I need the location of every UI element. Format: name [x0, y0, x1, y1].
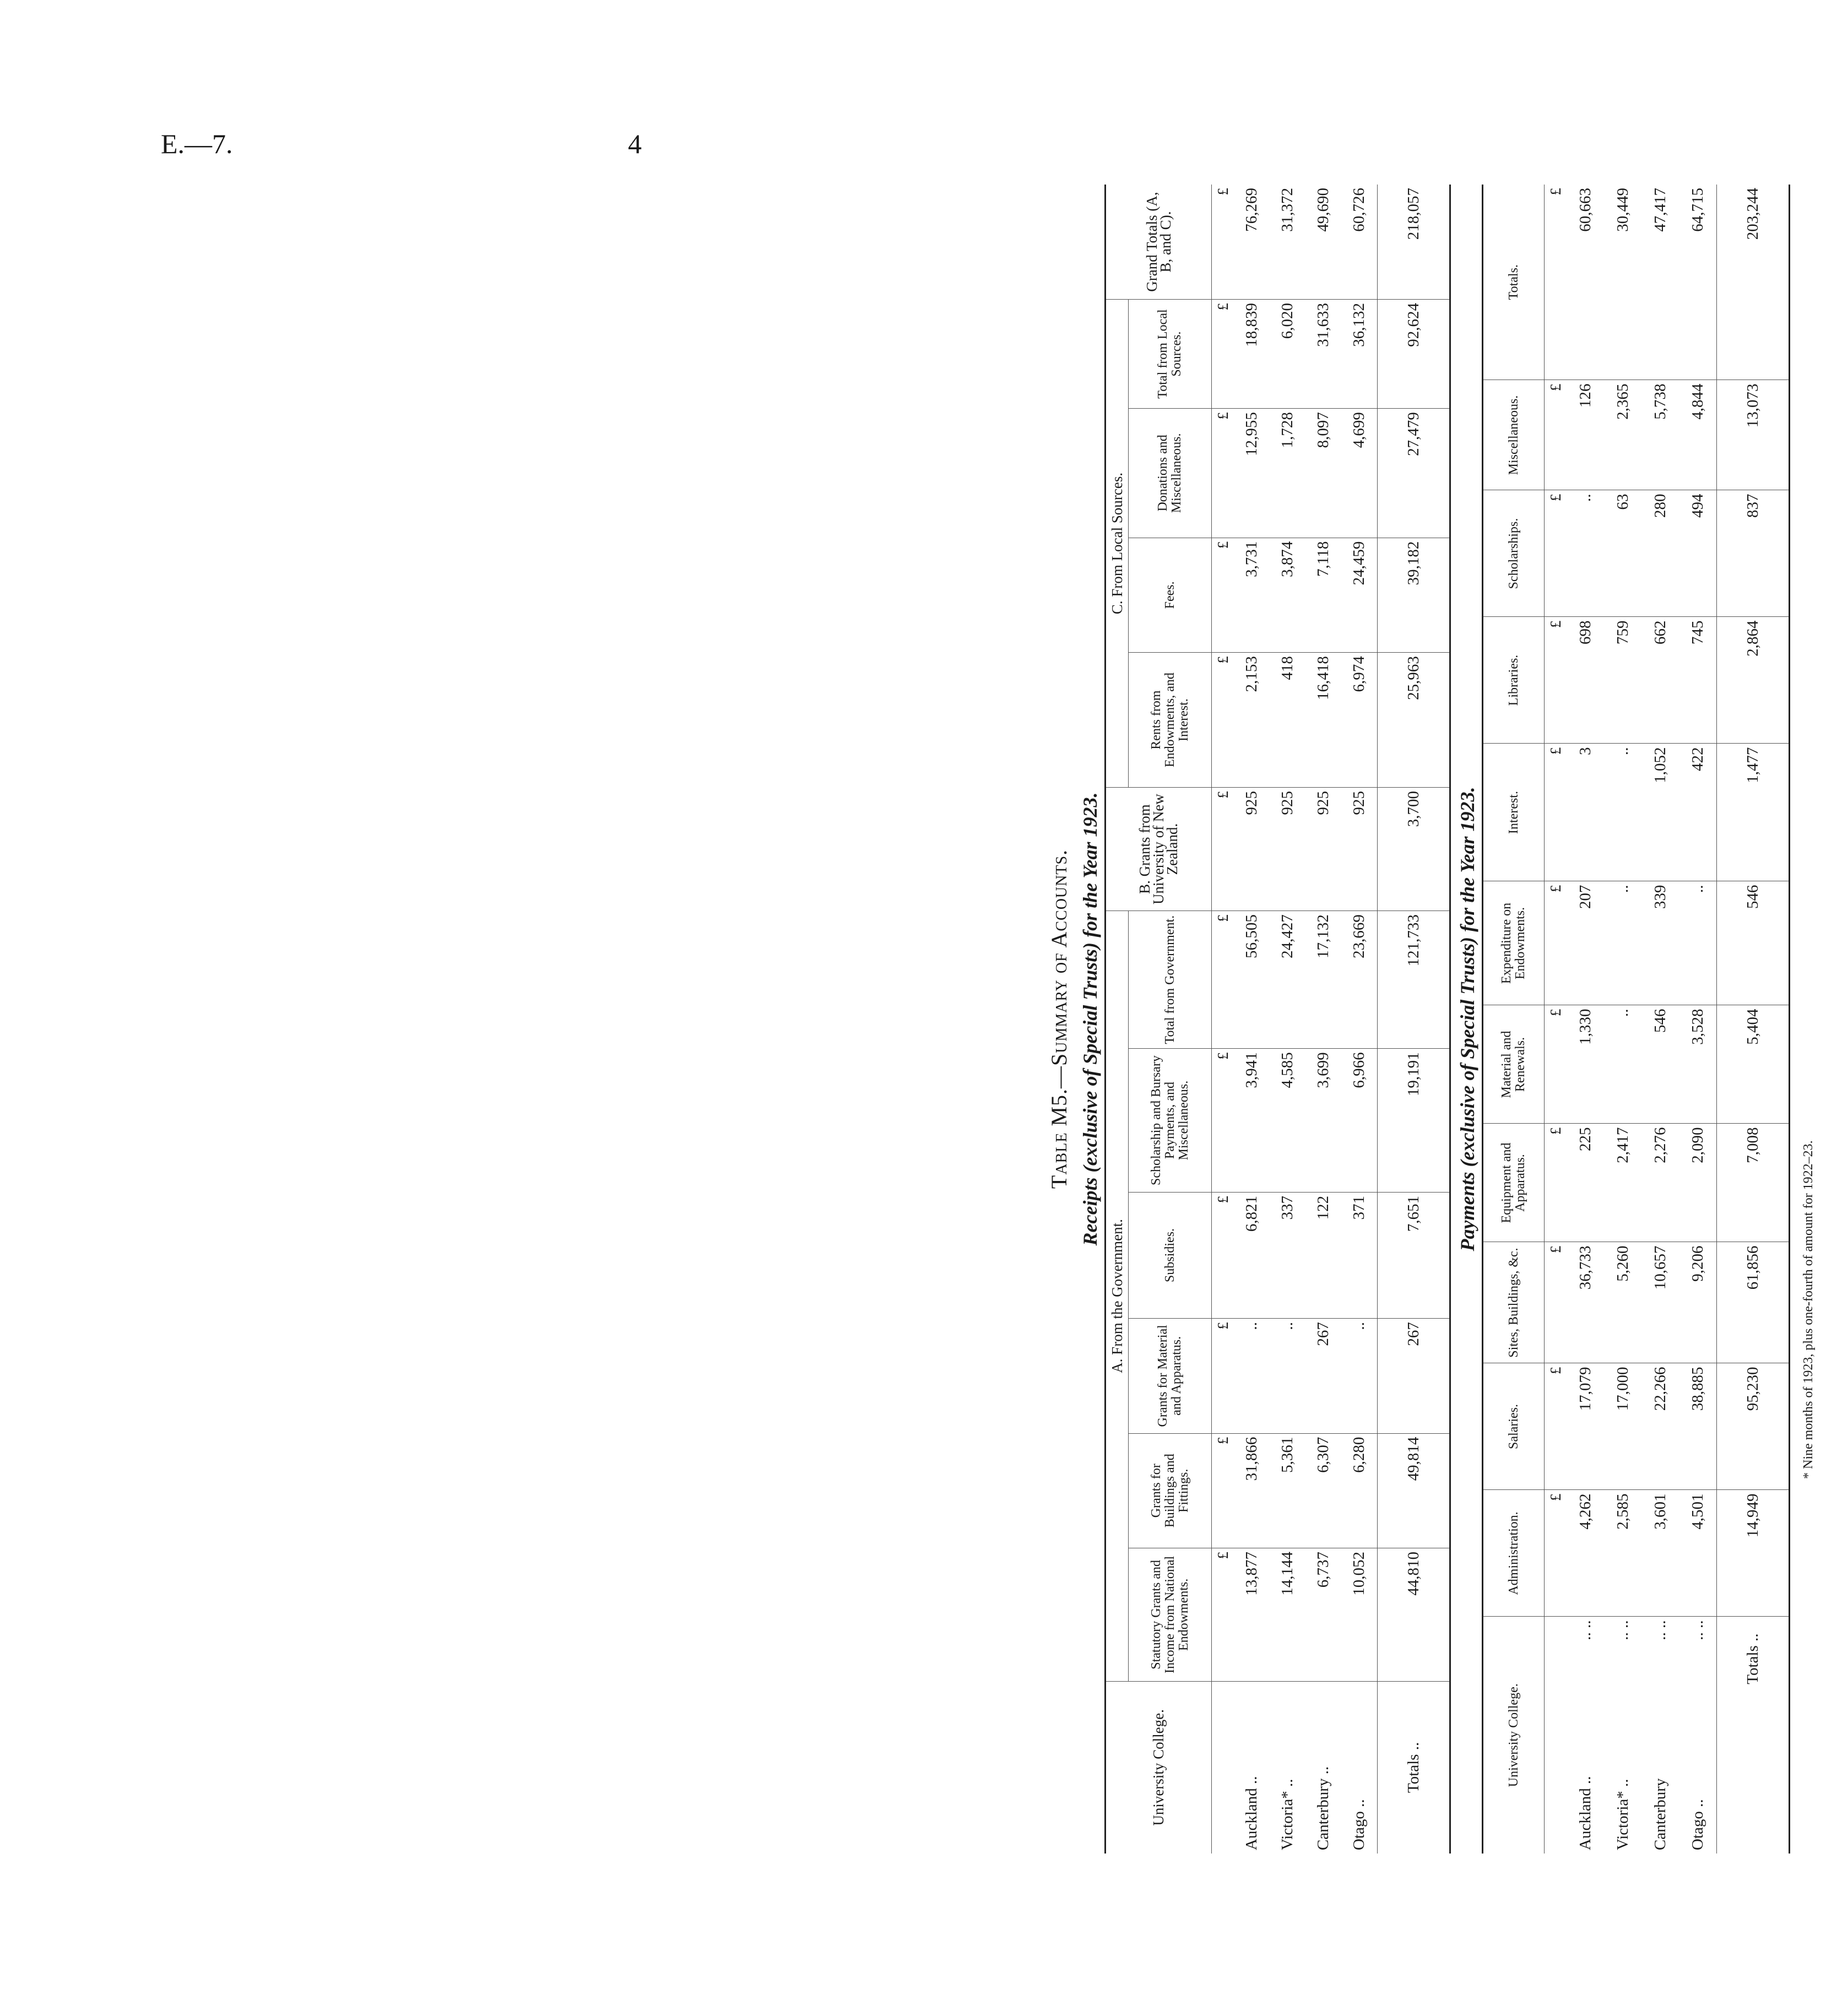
unit-cell: £	[1212, 538, 1234, 652]
value-cell: 10,052	[1341, 1548, 1378, 1682]
leader-dots: .. ..	[1688, 1620, 1706, 1640]
value-cell: 6,821	[1234, 1192, 1270, 1318]
unit-spacer	[1545, 1617, 1567, 1854]
value-cell: 6,307	[1305, 1433, 1341, 1548]
value-cell: 16,418	[1305, 653, 1341, 788]
receipts-col-header: Fees.	[1129, 538, 1212, 652]
value-cell: 698	[1567, 617, 1604, 744]
value-cell: 23,669	[1341, 911, 1378, 1049]
value-cell: 63	[1604, 490, 1641, 617]
value-cell: 3,601	[1641, 1490, 1679, 1617]
unit-cell: £	[1545, 185, 1567, 380]
totals-label: Totals	[1404, 1754, 1422, 1793]
receipts-col-header: Scholarship and Bursary Payments, and Miscellaneous.	[1129, 1049, 1212, 1193]
value-cell: 2,365	[1604, 380, 1641, 490]
unit-cell: £	[1212, 185, 1234, 300]
value-cell: ..	[1679, 881, 1717, 1005]
value-cell: 18,839	[1234, 300, 1270, 409]
payments-row	[1679, 185, 1717, 1854]
receipts-col-header: Subsidies.	[1129, 1192, 1212, 1318]
value-cell: 56,505	[1234, 911, 1270, 1049]
value-cell: 4,699	[1341, 409, 1378, 538]
value-cell: 280	[1641, 490, 1679, 617]
college-name-cell	[1679, 1617, 1717, 1854]
unit-cell: £	[1545, 881, 1567, 1005]
unit-cell: £	[1212, 1319, 1234, 1433]
total-value-cell: 546	[1717, 881, 1790, 1005]
value-cell: 36,733	[1567, 1242, 1604, 1363]
total-value-cell: 44,810	[1378, 1548, 1450, 1682]
leader-dots: ..	[1350, 1799, 1368, 1807]
value-cell: 6,280	[1341, 1433, 1378, 1548]
college-name: Otago ..	[1688, 1799, 1706, 1850]
value-cell: 2,090	[1679, 1124, 1717, 1242]
total-value-cell: 267	[1378, 1319, 1450, 1433]
value-cell: ..	[1270, 1319, 1305, 1433]
group-b-header: B. Grants from University of New Zealand.	[1106, 788, 1212, 911]
total-value-cell: 2,864	[1717, 617, 1790, 744]
totals-label-cell	[1717, 1617, 1790, 1854]
leader-dots: ..	[1243, 1776, 1260, 1784]
unit-cell: £	[1545, 617, 1567, 744]
payments-col-header: Libraries.	[1483, 617, 1545, 744]
value-cell: 2,153	[1234, 653, 1270, 788]
grand-total-header: Grand Totals (A, B, and C).	[1106, 185, 1212, 300]
unit-cell: £	[1545, 380, 1567, 490]
receipts-subtitle: Receipts (exclusive of Special Trusts) for the Year 1923.	[1079, 792, 1101, 1246]
table-title	[1046, 185, 1076, 1854]
unit-cell: £	[1545, 490, 1567, 617]
value-cell: 60,663	[1567, 185, 1604, 380]
value-cell: 339	[1641, 881, 1679, 1005]
leader-dots: ..	[1404, 1742, 1422, 1751]
leader-dots: ..	[1314, 1766, 1332, 1775]
college-name-cell	[1341, 1681, 1378, 1854]
receipts-col-header: Donations and Miscellaneous.	[1129, 409, 1212, 538]
value-cell: 12,955	[1234, 409, 1270, 538]
value-cell: 4,844	[1679, 380, 1717, 490]
value-cell: ..	[1604, 881, 1641, 1005]
value-cell: 4,501	[1679, 1490, 1717, 1617]
unit-cell: £	[1545, 744, 1567, 881]
value-cell: 1,052	[1641, 744, 1679, 881]
unit-cell: £	[1212, 1548, 1234, 1682]
value-cell: 3,731	[1234, 538, 1270, 652]
payments-col-header: Salaries.	[1483, 1363, 1545, 1490]
total-value-cell: 7,651	[1378, 1192, 1450, 1318]
value-cell: 24,427	[1270, 911, 1305, 1049]
unit-cell: £	[1212, 653, 1234, 788]
value-cell: 3	[1567, 744, 1604, 881]
college-name-cell	[1234, 1681, 1270, 1854]
payments-table	[1482, 185, 1790, 1854]
college-name-cell	[1641, 1617, 1679, 1854]
payments-col-header: Interest.	[1483, 744, 1545, 881]
table-title-prefix: Table M5.—	[1047, 1065, 1071, 1189]
unit-cell: £	[1212, 1433, 1234, 1548]
total-value-cell: 5,404	[1717, 1005, 1790, 1124]
leader-dots: ..	[1743, 1633, 1762, 1641]
payments-col-header: Miscellaneous.	[1483, 380, 1545, 490]
value-cell: ..	[1341, 1319, 1378, 1433]
total-value-cell: 61,856	[1717, 1242, 1790, 1363]
value-cell: 17,132	[1305, 911, 1341, 1049]
unit-cell: £	[1212, 788, 1234, 911]
value-cell: 3,528	[1679, 1005, 1717, 1124]
value-cell: 38,885	[1679, 1363, 1717, 1490]
footnote: * Nine months of 1923, plus one-fourth of amount for 1922–23.	[1801, 1140, 1816, 1479]
value-cell: 5,738	[1641, 380, 1679, 490]
value-cell: 662	[1641, 617, 1679, 744]
value-cell: 371	[1341, 1192, 1378, 1318]
total-value-cell: 27,479	[1378, 409, 1450, 538]
value-cell: 6,974	[1341, 653, 1378, 788]
value-cell: 4,262	[1567, 1490, 1604, 1617]
rotated-page-content	[1044, 185, 1826, 1854]
value-cell: 49,690	[1305, 185, 1341, 300]
value-cell: 2,276	[1641, 1124, 1679, 1242]
receipts-table	[1104, 185, 1451, 1854]
total-value-cell: 95,230	[1717, 1363, 1790, 1490]
unit-cell: £	[1212, 911, 1234, 1049]
total-value-cell: 3,700	[1378, 788, 1450, 911]
value-cell: 6,020	[1270, 300, 1305, 409]
value-cell: 31,372	[1270, 185, 1305, 300]
payments-col-header: Scholarships.	[1483, 490, 1545, 617]
payments-col-header: University College.	[1483, 1617, 1545, 1854]
payments-col-header: Administration.	[1483, 1490, 1545, 1617]
value-cell: 2,585	[1604, 1490, 1641, 1617]
value-cell: 8,097	[1305, 409, 1341, 538]
value-cell: 546	[1641, 1005, 1679, 1124]
value-cell: 5,260	[1604, 1242, 1641, 1363]
value-cell: 60,726	[1341, 185, 1378, 300]
payments-col-header: Expenditure on Endowments.	[1483, 881, 1545, 1005]
value-cell: ..	[1604, 744, 1641, 881]
value-cell: 422	[1679, 744, 1717, 881]
payments-row	[1641, 185, 1679, 1854]
receipts-totals-row	[1378, 185, 1450, 1854]
value-cell: ..	[1604, 1005, 1641, 1124]
total-value-cell: 837	[1717, 490, 1790, 617]
total-value-cell: 13,073	[1717, 380, 1790, 490]
value-cell: 5,361	[1270, 1433, 1305, 1548]
value-cell: 225	[1567, 1124, 1604, 1242]
receipts-row	[1341, 185, 1378, 1854]
value-cell: 47,417	[1641, 185, 1679, 380]
value-cell: 13,877	[1234, 1548, 1270, 1682]
unit-cell: £	[1545, 1490, 1567, 1617]
value-cell: 30,449	[1604, 185, 1641, 380]
unit-cell: £	[1212, 1192, 1234, 1318]
totals-label-cell	[1378, 1681, 1450, 1854]
total-value-cell: 49,814	[1378, 1433, 1450, 1548]
value-cell: 22,266	[1641, 1363, 1679, 1490]
college-name-cell	[1567, 1617, 1604, 1854]
value-cell: 759	[1604, 617, 1641, 744]
value-cell: 494	[1679, 490, 1717, 617]
value-cell: 1,330	[1567, 1005, 1604, 1124]
value-cell: 267	[1305, 1319, 1341, 1433]
college-name-cell	[1604, 1617, 1641, 1854]
receipts-college-header: University College.	[1106, 1681, 1212, 1854]
value-cell: ..	[1567, 490, 1604, 617]
page-header-left: E.—7.	[161, 128, 233, 159]
value-cell: 925	[1234, 788, 1270, 911]
value-cell: 3,699	[1305, 1049, 1341, 1193]
group-a-header: A. From the Government.	[1106, 911, 1129, 1682]
receipts-col-header: Rents from Endowments, and Interest.	[1129, 653, 1212, 788]
value-cell: 1,728	[1270, 409, 1305, 538]
value-cell: 745	[1679, 617, 1717, 744]
college-name-cell	[1270, 1681, 1305, 1854]
receipts-row	[1234, 185, 1270, 1854]
value-cell: 10,657	[1641, 1242, 1679, 1363]
payments-subtitle: Payments (exclusive of Special Trusts) for the Year 1923.	[1456, 787, 1478, 1251]
value-cell: 14,144	[1270, 1548, 1305, 1682]
payments-col-header: Material and Renewals.	[1483, 1005, 1545, 1124]
leader-dots: ..	[1278, 1779, 1296, 1787]
totals-label: Totals	[1743, 1645, 1762, 1684]
receipts-col-header: Grants for Buildings and Fittings.	[1129, 1433, 1212, 1548]
unit-cell: £	[1212, 300, 1234, 409]
total-value-cell: 14,949	[1717, 1490, 1790, 1617]
payments-col-header: Sites, Buildings, &c.	[1483, 1242, 1545, 1363]
college-name: Canterbury	[1651, 1778, 1669, 1850]
receipts-unit-row	[1212, 185, 1234, 1854]
value-cell: 17,000	[1604, 1363, 1641, 1490]
total-value-cell: 39,182	[1378, 538, 1450, 652]
value-cell: ..	[1234, 1319, 1270, 1433]
value-cell: 337	[1270, 1192, 1305, 1318]
unit-cell: £	[1545, 1242, 1567, 1363]
value-cell: 122	[1305, 1192, 1341, 1318]
payments-row	[1567, 185, 1604, 1854]
college-name: Victoria*	[1278, 1791, 1296, 1850]
total-value-cell: 121,733	[1378, 911, 1450, 1049]
leader-dots: .. ..	[1576, 1620, 1594, 1640]
value-cell: 36,132	[1341, 300, 1378, 409]
leader-dots: .. ..	[1613, 1620, 1632, 1640]
group-c-header: C. From Local Sources.	[1106, 300, 1129, 788]
value-cell: 17,079	[1567, 1363, 1604, 1490]
total-value-cell: 1,477	[1717, 744, 1790, 881]
total-value-cell: 19,191	[1378, 1049, 1450, 1193]
receipts-col-header: Total from Local Sources.	[1129, 300, 1212, 409]
payments-row	[1604, 185, 1641, 1854]
value-cell: 126	[1567, 380, 1604, 490]
value-cell: 7,118	[1305, 538, 1341, 652]
value-cell: 2,417	[1604, 1124, 1641, 1242]
receipts-col-header: Total from Government.	[1129, 911, 1212, 1049]
unit-cell: £	[1545, 1363, 1567, 1490]
value-cell: 418	[1270, 653, 1305, 788]
college-name: Canterbury	[1314, 1778, 1332, 1850]
value-cell: 925	[1305, 788, 1341, 911]
unit-cell: £	[1545, 1005, 1567, 1124]
college-name: Otago	[1350, 1811, 1368, 1850]
value-cell: 207	[1567, 881, 1604, 1005]
receipts-col-header: Statutory Grants and Income from National Endowments.	[1129, 1548, 1212, 1682]
college-name-cell	[1305, 1681, 1341, 1854]
college-name: Auckland	[1243, 1788, 1260, 1850]
value-cell: 31,866	[1234, 1433, 1270, 1548]
table-title-main: Summary of Accounts.	[1047, 849, 1071, 1066]
payments-col-header: Equipment and Apparatus.	[1483, 1124, 1545, 1242]
unit-cell: £	[1545, 1124, 1567, 1242]
value-cell: 3,874	[1270, 538, 1305, 652]
value-cell: 64,715	[1679, 185, 1717, 380]
receipts-row	[1305, 185, 1341, 1854]
value-cell: 925	[1341, 788, 1378, 911]
value-cell: 3,941	[1234, 1049, 1270, 1193]
total-value-cell: 25,963	[1378, 653, 1450, 788]
leader-dots: .. ..	[1651, 1620, 1669, 1640]
payments-totals-row	[1717, 185, 1790, 1854]
college-name: Victoria* ..	[1613, 1779, 1632, 1850]
payments-col-header: Totals.	[1483, 185, 1545, 380]
value-cell: 6,966	[1341, 1049, 1378, 1193]
value-cell: 925	[1270, 788, 1305, 911]
college-name: Auckland ..	[1576, 1776, 1594, 1850]
receipts-col-header: Grants for Material and Apparatus.	[1129, 1319, 1212, 1433]
value-cell: 24,459	[1341, 538, 1378, 652]
page-number: 4	[628, 128, 642, 159]
total-value-cell: 92,624	[1378, 300, 1450, 409]
unit-spacer	[1212, 1681, 1234, 1854]
total-value-cell: 7,008	[1717, 1124, 1790, 1242]
value-cell: 4,585	[1270, 1049, 1305, 1193]
payments-unit-row	[1545, 185, 1567, 1854]
unit-cell: £	[1212, 409, 1234, 538]
total-value-cell: 203,244	[1717, 185, 1790, 380]
total-value-cell: 218,057	[1378, 185, 1450, 300]
value-cell: 6,737	[1305, 1548, 1341, 1682]
value-cell: 9,206	[1679, 1242, 1717, 1363]
value-cell: 76,269	[1234, 185, 1270, 300]
value-cell: 31,633	[1305, 300, 1341, 409]
unit-cell: £	[1212, 1049, 1234, 1193]
receipts-row	[1270, 185, 1305, 1854]
